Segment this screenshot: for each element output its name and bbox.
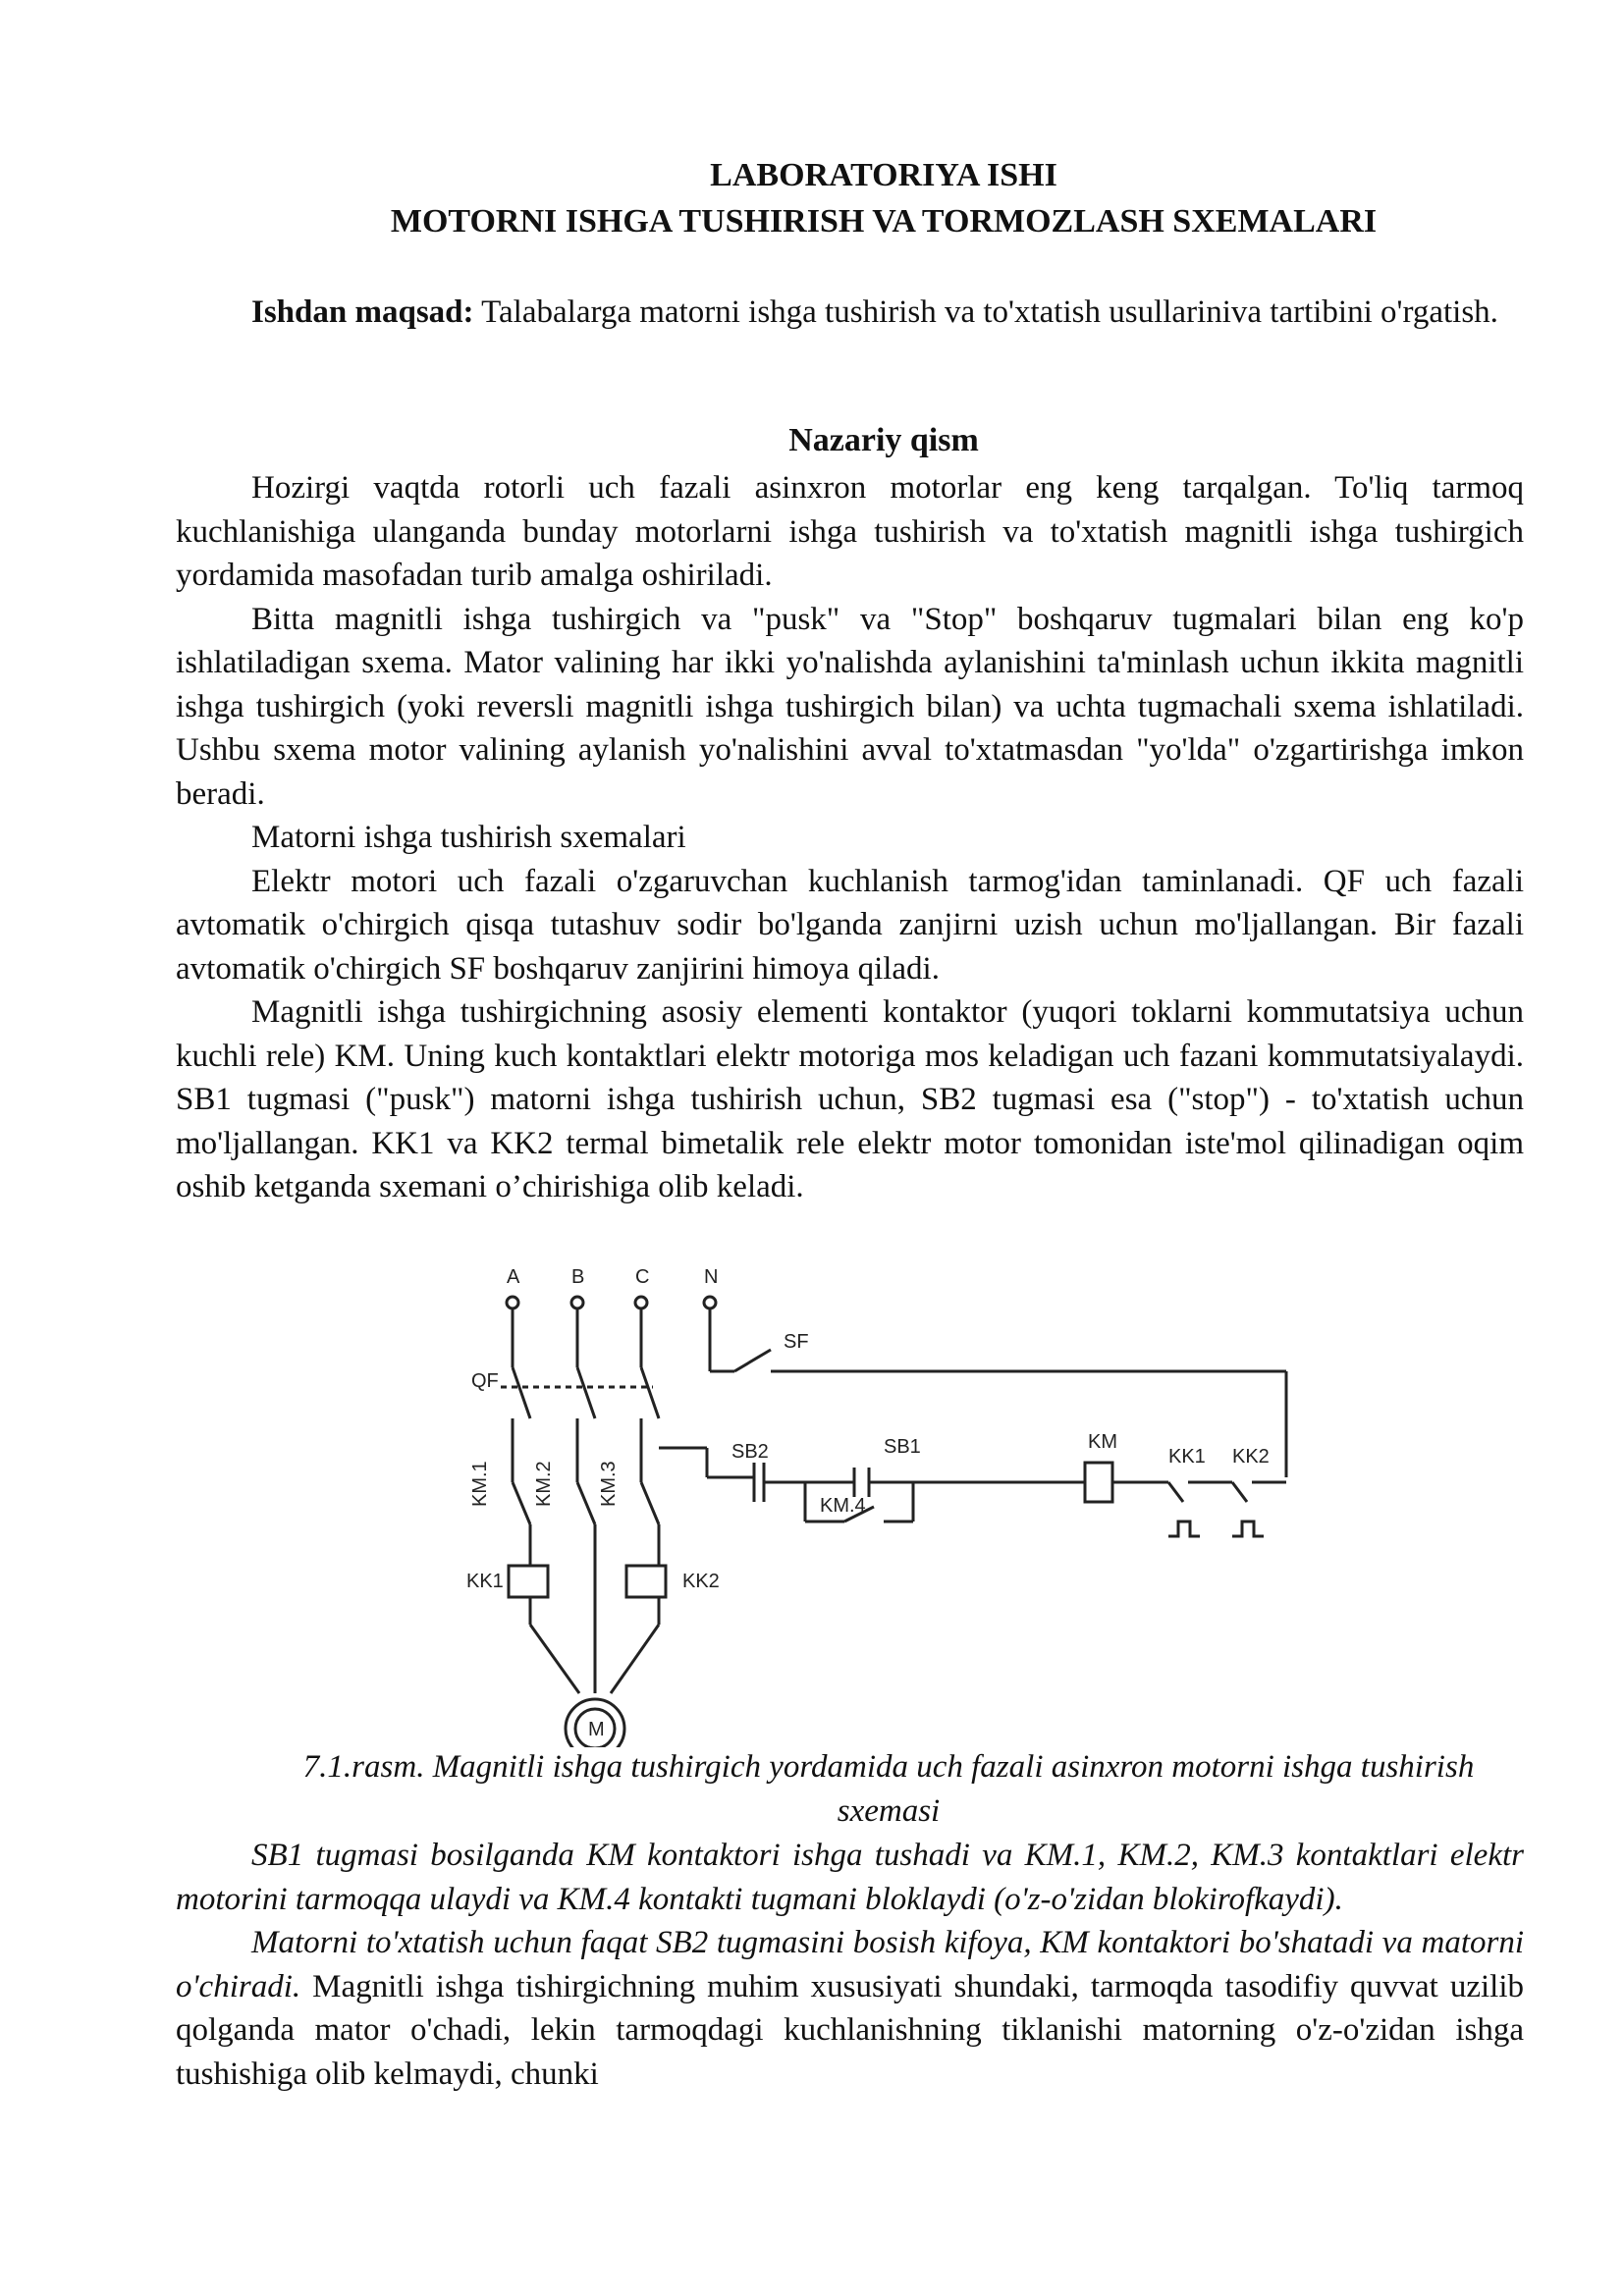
sb2-label: SB2 [731,1441,769,1463]
paragraph-mixed [176,1921,1524,2096]
sf-label: SF [784,1331,809,1353]
km2-label: KM.2 [533,1461,555,1507]
section-title: Nazariy qism [788,422,979,458]
paragraph: Magnitli ishga tushirgichning asosiy elementi kontaktor (yuqori toklarni kommutatsiya uchun kuchli rele) KM. Uning kuch kontaktlari elektr motoriga mos keladigan uch fazani kommutatsiyalaydi. SB1 tugmasi ("pusk") matorni ishga tushirish uchun, SB2 tugmasi esa ("stop") - to'xtatish uchun mo'ljallangan. KK1 va KK2 termal bimetalik rele elektr motor tomonidan iste'mol qilinadigan oqim oshib ketganda sxemani o’chirishiga olib keladi. [176,994,1524,1204]
document-title: LABORATORIYA ISHI [710,157,1057,193]
kk1-label: KK1 [466,1571,504,1592]
terminal-label-c: C [635,1266,650,1288]
document-subtitle: MOTORNI ISHGA TUSHIRISH VA TORMOZLASH SXEMALARI [390,203,1378,240]
sb1-label: SB1 [884,1436,921,1458]
figure-caption: 7.1.rasm. Magnitli ishga tushirgich yordamida uch fazali asinxron motorni ishga tushirish sxemasi [302,1749,1475,1829]
terminal-label-b: B [571,1266,585,1288]
theory-text [176,466,1524,1209]
paragraph: Matorni ishga tushirish sxemalari [251,820,686,855]
goal-text: Talabalarga matorni ishga tushirish va to'xtatish usullariniva tartibini o'rgatish. [473,294,1498,330]
motor-label: M [588,1719,605,1740]
kk2-label: KK2 [682,1571,720,1592]
km-coil-label: KM [1088,1431,1117,1453]
paragraph: Hozirgi vaqtda rotorli uch fazali asinxron motorlar eng keng tarqalgan. To'liq tarmoq kuchlanishiga ulanganda bunday motorlarni ishga tushirish va to'xtatish magnitli ishga tushirgich yordamida masofadan turib amalga oshiriladi. [176,470,1524,593]
regular-text: Magnitli ishga tishirgichning muhim xususiyati shundaki, tarmoqda tasodifiy quvvat uzilib qolganda mator o'chadi, lekin tarmoqdagi kuchlanishning tiklanishi matorning o'z-o'zidan ishga tushishiga olib kelmaydi, chunki [176,1968,1524,2092]
paragraph: Bitta magnitli ishga tushirgich va "pusk" va "Stop" boshqaruv tugmalari bilan eng ko'p ishlatiladigan sxema. Mator valining har ikki yo'nalishda aylanishini ta'minlash uchun ikkita magnitli ishga tushirgich (yoki reversli magnitli ishga tushirgich bilan) va uchta tugmachali sxema ishlatiladi. Ushbu sxema motor valining aylanish yo'nalishini avval to'xtatmasdan "yo'lda" o'zgartirishga imkon beradi. [176,601,1524,812]
paragraph-italic: SB1 tugmasi bosilganda KM kontaktori ishga tushadi va KM.1, KM.2, KM.3 kontaktlari elektr motorini tarmoqqa ulaydi va KM.4 kontakti tugmani bloklaydi (o'z-o'zidan blokirofkaydi). [176,1838,1524,1917]
km4-label: KM.4 [820,1495,866,1517]
kk1-contact-label: KK1 [1168,1446,1206,1468]
kk2-contact-label: KK2 [1232,1446,1270,1468]
after-text [176,1834,1524,2096]
terminal-label-a: A [507,1266,520,1288]
goal-paragraph [176,291,1524,335]
circuit-diagram [393,1261,1355,1747]
km1-label: KM.1 [469,1461,491,1507]
paragraph: Elektr motori uch fazali o'zgaruvchan kuchlanish tarmog'idan taminlanadi. QF uch fazali avtomatik o'chirgich qisqa tutashuv sodir bo'lganda zanjirni uzish uchun mo'ljallangan. Bir fazali avtomatik o'chirgich SF boshqaruv zanjirini himoya qiladi. [176,863,1524,987]
km3-label: KM.3 [598,1461,620,1507]
qf-label: QF [471,1370,499,1392]
italic-sentence: Matorni to'xtatish uchun faqat SB2 tugmasini bosish kifoya, KM kontaktori bo'shatadi va matorni o'chiradi. [176,1925,1524,2004]
goal-label: Ishdan maqsad: [251,294,474,330]
terminal-label-n: N [704,1266,719,1288]
